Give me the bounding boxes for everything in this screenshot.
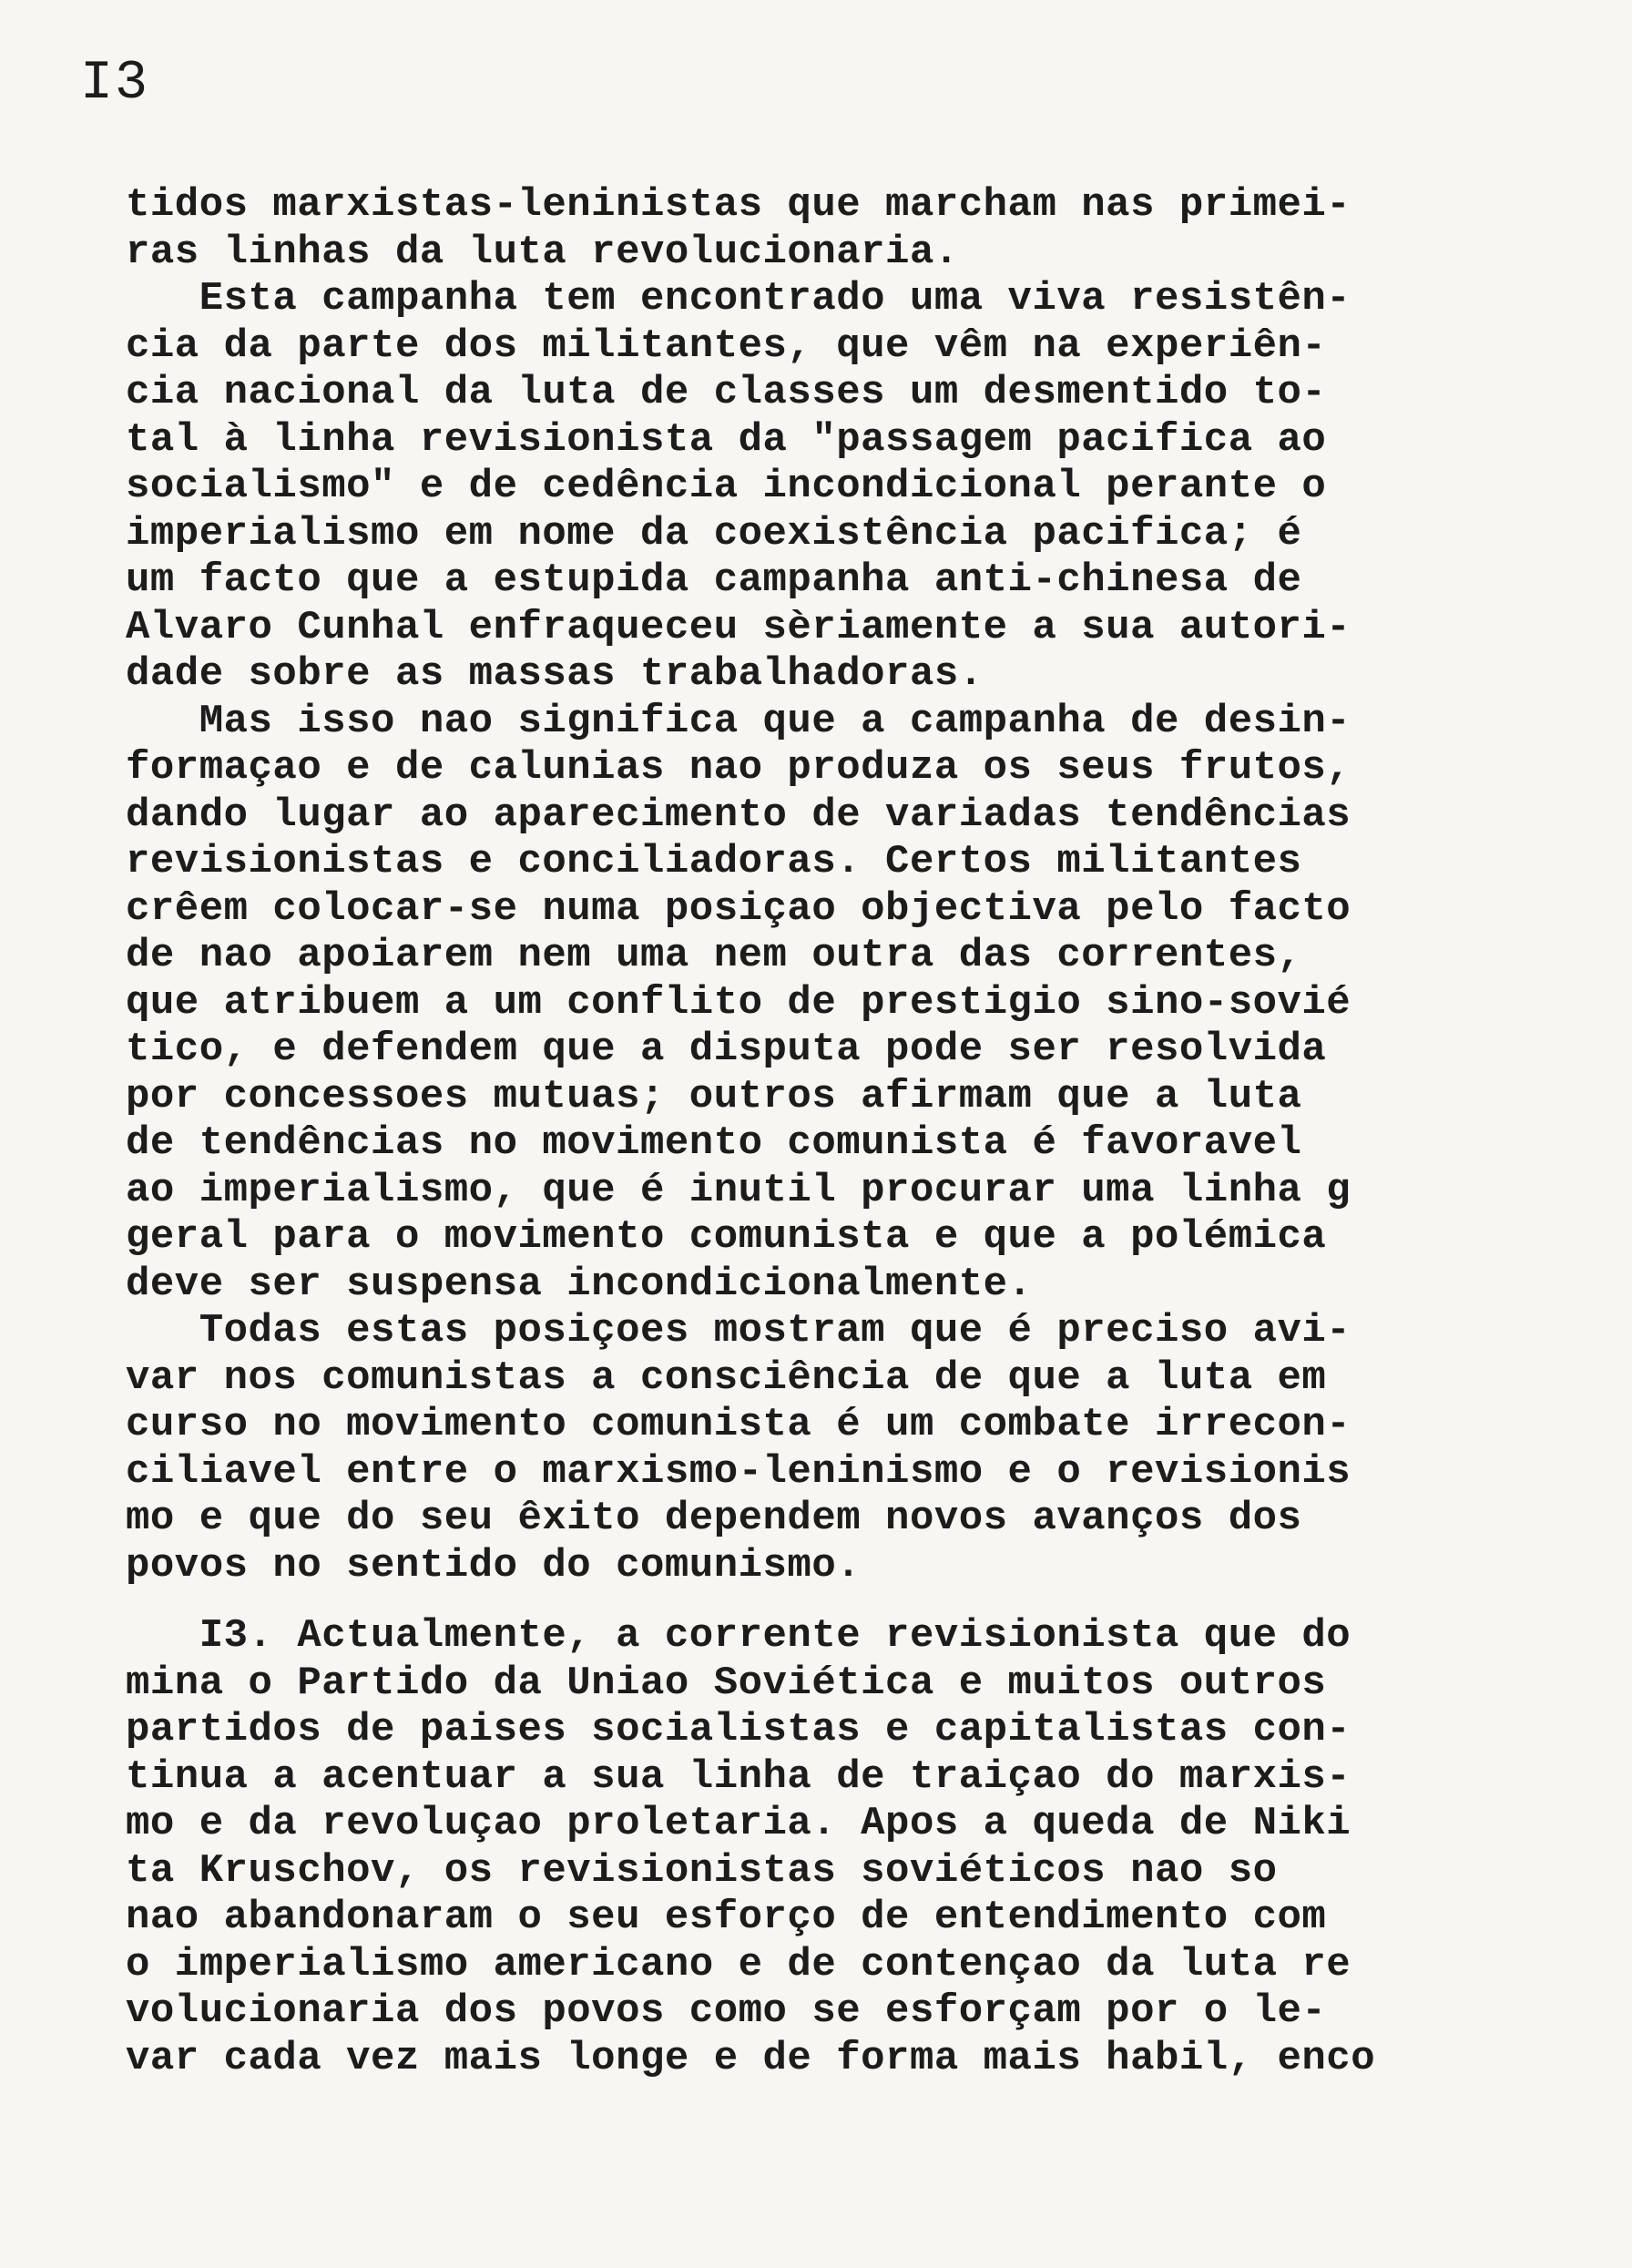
- text-line: Alvaro Cunhal enfraqueceu sèriamente a sua autori-: [126, 604, 1352, 650]
- text-line: deve ser suspensa incondicionalmente.: [126, 1261, 1033, 1307]
- text-line: I3. Actualmente, a corrente revisionista que do: [126, 1613, 1352, 1659]
- text-line: tidos marxistas-leninistas que marcham nas primei-: [126, 182, 1352, 228]
- text-line: o imperialismo americano e de contençao da luta re: [126, 1941, 1352, 1987]
- paragraph-gap: [126, 1589, 1528, 1613]
- text-line: socialismo" e de cedência incondicional perante o: [126, 464, 1327, 509]
- text-line: de tendências no movimento comunista é favoravel: [126, 1120, 1302, 1166]
- text-line: crêem colocar-se numa posiçao objectiva pelo facto: [126, 885, 1352, 932]
- text-line: mina o Partido da Uniao Soviética e muitos outros: [126, 1660, 1327, 1706]
- text-line: mo e da revoluçao proletaria. Apos a queda de Niki: [126, 1801, 1352, 1846]
- text-line: um facto que a estupida campanha anti-chinesa de: [126, 557, 1302, 603]
- text-line: cia da parte dos militantes, que vêm na experiên-: [126, 322, 1327, 369]
- text-line: tico, e defendem que a disputa pode ser resolvida: [126, 1027, 1327, 1072]
- text-line: volucionaria dos povos como se esforçam por o le-: [126, 1988, 1327, 2034]
- text-line: Esta campanha tem encontrado uma viva resistên-: [126, 276, 1352, 322]
- text-line: var cada vez mais longe e de forma mais habil, enco: [126, 2035, 1376, 2081]
- text-line: cia nacional da luta de classes um desmentido to-: [126, 370, 1327, 415]
- text-line: tinua a acentuar a sua linha de traiçao do marxis-: [126, 1753, 1352, 1800]
- text-line: povos no sentido do comunismo.: [126, 1542, 862, 1589]
- text-line: nao abandonaram o seu esforço de entendimento com: [126, 1895, 1327, 1940]
- text-line: revisionistas e conciliadoras. Certos militantes: [126, 839, 1302, 884]
- text-line: tal à linha revisionista da "passagem pacifica ao: [126, 416, 1327, 463]
- text-line: partidos de paises socialistas e capitalistas con-: [126, 1707, 1352, 1752]
- text-line: ciliavel entre o marxismo-leninismo e o revisionis: [126, 1448, 1352, 1495]
- text-line: ras linhas da luta revolucionaria.: [126, 229, 959, 275]
- text-line: geral para o movimento comunista e que a polémica: [126, 1214, 1327, 1260]
- text-line: Mas isso nao significa que a campanha de desin-: [126, 698, 1352, 744]
- text-line: dade sobre as massas trabalhadoras.: [126, 651, 984, 697]
- text-line: Todas estas posiçoes mostram que é preciso avi-: [126, 1308, 1352, 1354]
- text-line: curso no movimento comunista é um combate irrecon-: [126, 1402, 1352, 1447]
- text-line: por concessoes mutuas; outros afirmam que a luta: [126, 1073, 1302, 1119]
- text-line: var nos comunistas a consciência de que a luta em: [126, 1354, 1327, 1401]
- text-line: de nao apoiarem nem uma nem outra das correntes,: [126, 933, 1302, 978]
- text-line: que atribuem a um conflito de prestigio sino-sovié: [126, 979, 1352, 1026]
- text-line: formaçao e de calunias nao produza os seus frutos,: [126, 745, 1352, 791]
- text-line: dando lugar ao aparecimento de variadas tendências: [126, 792, 1352, 838]
- text-line: ao imperialismo, que é inutil procurar uma linha g: [126, 1167, 1352, 1213]
- text-line: imperialismo em nome da coexistência pacifica; é: [126, 510, 1302, 557]
- text-line: ta Kruschov, os revisionistas soviéticos nao so: [126, 1847, 1278, 1894]
- page-body: [126, 182, 1528, 2082]
- text-line: mo e que do seu êxito dependem novos avanços dos: [126, 1496, 1302, 1541]
- page-number: I3: [80, 53, 150, 115]
